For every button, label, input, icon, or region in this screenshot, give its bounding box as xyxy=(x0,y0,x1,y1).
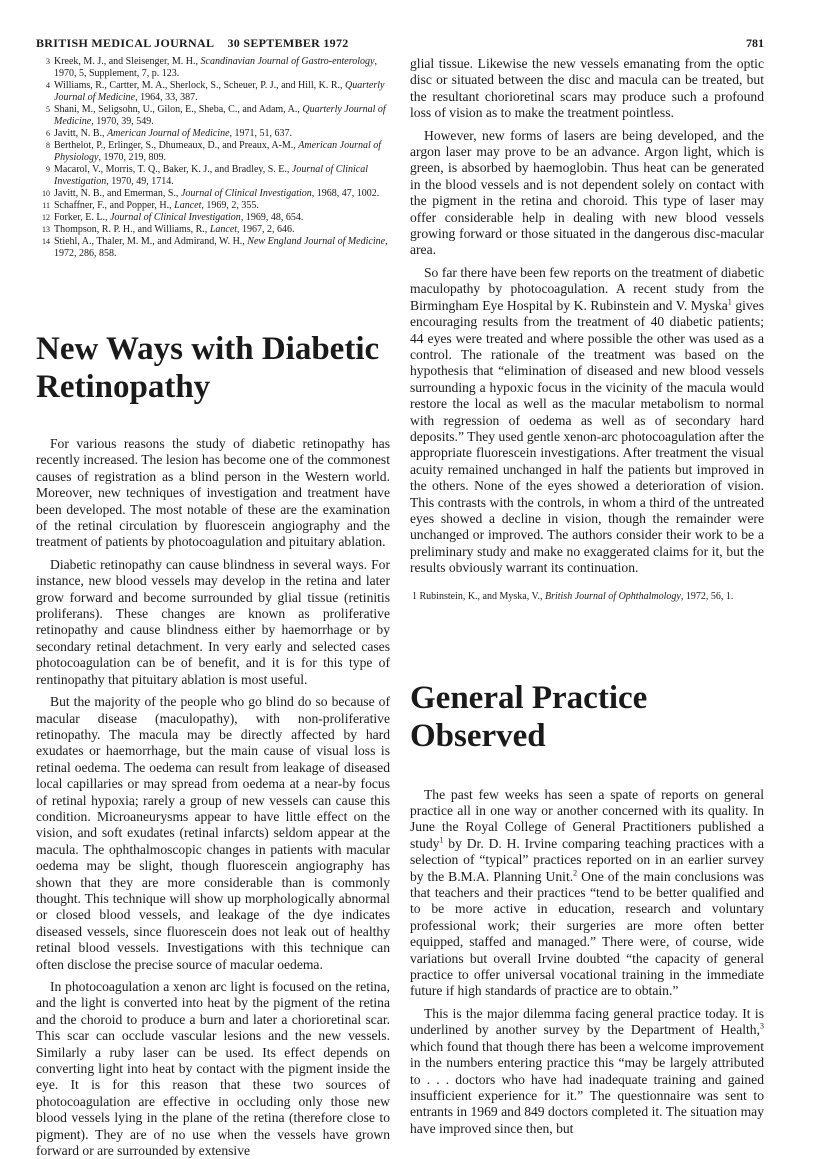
reference-item: 8 Berthelot, P., Erlinger, S., Dhumeaux, D., and Preaux, A-M., American Journal of Physiology, 1970, 219, 809. xyxy=(46,140,382,163)
reference-item: 3 Kreek, M. J., and Sleisenger, M. H., Scandinavian Journal of Gastro-enterology, 1970, 5, Supplement, 7, p. 123. xyxy=(46,56,377,79)
reference-item: 10 Javitt, N. B., and Emerman, S., Journal of Clinical Investigation, 1968, 47, 1002. xyxy=(42,188,380,199)
reference-item: 12 Forker, E. L., Journal of Clinical Investigation, 1969, 48, 654. xyxy=(42,212,304,223)
citation-superscript: 1 xyxy=(439,835,444,845)
article-body-general-practice xyxy=(410,787,764,1138)
page-number: 781 xyxy=(746,36,764,50)
footnote: 1 Rubinstein, K., and Myska, V., British Journal of Ophthalmology, 1972, 56, 1. xyxy=(412,590,734,602)
right-column xyxy=(410,56,764,1137)
reference-item: 14 Stiehl, A., Thaler, M. M., and Admirand, W. H., New England Journal of Medicine, 1972, 286, 858. xyxy=(42,236,388,259)
paragraph: This is the major dilemma facing general practice today. It is underlined by another survey by the Department of Health,$^3$ which found that though there has been a welcome improvement in the numbers entering practice this “may be largely attributed to . . . doctors who have had inadequate training and gained insufficient experience for it.” The questionnaire was sent to entrants in 1969 and 849 doctors completed it. The situation may have improved since then, but xyxy=(410,1005,764,1136)
reference-item: 9 Macarol, V., Morris, T. Q., Baker, K. J., and Bradley, S. E., Journal of Clinical Investigation, 1970, 49, 1714. xyxy=(46,164,369,187)
reference-item: 5 Shani, M., Seligsohn, U., Gilon, E., Sheba, C., and Adam, A., Quarterly Journal of Medicine, 1970, 39, 549. xyxy=(46,104,386,127)
reference-item: 4 Williams, R., Cartter, M. A., Sherlock, S., Scheuer, P. J., and Hill, K. R., Quarterly Journal of Medicine, 1964, 33, 387. xyxy=(46,80,385,103)
reference-item: 13 Thompson, R. P. H., and Williams, R., Lancet, 1967, 2, 646. xyxy=(42,224,295,235)
paragraph: The past few weeks has seen a spate of reports on general practice all in one way or another concerned with its quality. In June the Royal College of General Practitioners published a study$^1$ by Dr. D. H. Irvine comparing teaching practices with a selection of “typical” practices reported on in an earlier survey by the B.M.A. Planning Unit.$^2$ One of the main conclusions was that teachers and their practices “tend to be better qualified and to be more active in education, research and voluntary professional work; their surgeries are more often better equipped, staffed and managed.” There were, of course, wide variations but overall Irvine doubted “the capacity of general practice to offer universal vocational training in the immediate future if high standards of practice are to obtain.” xyxy=(410,786,764,999)
running-header xyxy=(36,36,764,54)
article-title-retinopathy: New Ways with Diabetic Retinopathy xyxy=(36,331,380,405)
article-body-retinopathy xyxy=(36,436,390,1159)
citation-superscript: 1 xyxy=(727,297,732,307)
citation-superscript: 3 xyxy=(760,1021,764,1031)
citation-superscript: 2 xyxy=(573,868,578,878)
paragraph: Diabetic retinopathy can cause blindness in several ways. For instance, new blood vessels may develop in the retina and later grow forward and become surrounded by glial tissue (retinitis proliferans). These changes are known as proliferative retinopathy and cause blindness either by haemorrhage or by secondary retinal detachment. In very early and selected cases photocoagulation can be of benefit, and it is for this type of rentinopathy that pituitary ablation is most useful. xyxy=(36,556,390,687)
journal-name: BRITISH MEDICAL JOURNAL 30 SEPTEMBER 1972 xyxy=(36,36,349,50)
reference-list xyxy=(36,56,390,260)
issue-date: 30 SEPTEMBER 1972 xyxy=(227,36,349,50)
paragraph: glial tissue. Likewise the new vessels emanating from the optic disc or situated between the disc and macula can be treated, but the resultant chorioretinal scars may produce such a profound loss of vision as to make the treatment pointless. xyxy=(410,56,764,121)
reference-item: 11 Schaffner, F., and Popper, H., Lancet, 1969, 2, 355. xyxy=(42,200,259,211)
article-title-general-practice: General Practice Observed xyxy=(410,679,648,754)
paragraph: However, new forms of lasers are being developed, and the argon laser may prove to be an advance. Argon light, which is green, is absorbed by haemoglobin. Thus heat can be generated in the blood vessels and is not dependent solely on contact with the pigment in the retina and choroid. This type of laser may offer considerable help in dealing with new blood vessels growing forward or those situated in the dangerous disc-macular area. xyxy=(410,127,764,258)
paragraph: But the majority of the people who go blind do so because of macular disease (maculopathy), with non-proliferative retinopathy. The macula may be directly affected by hard exudates or haemorrhage, but the main cause of visual loss is retinal oedema. The oedema can result from leakage of diseased local capillaries or may spread from oedema at a near-by focus of retinal hypoxia; rarely a group of new vessels can cause this condition. Microaneurysms appear to have little effect on the vision, and soft exudates (retinal infarcts) seldom appear at the macula. The ophthalmoscopic changes in patients with macular oedema may be slight, though fluorescein angiography has shown that they are more considerable than is commonly thought. This technique will show up morphologically abnormal or closed blood vessels, and leakage of the dye indicates diseased vessels, since fluorescein does not leak out of healthy retinal blood vessels. Investigations with this technique can often disclose the precise source of macular oedema. xyxy=(36,694,390,972)
article-continuation-retinopathy xyxy=(410,56,764,577)
left-column xyxy=(36,56,390,1159)
paragraph: So far there have been few reports on the treatment of diabetic maculopathy by photocoagulation. A recent study from the Birmingham Eye Hospital by K. Rubinstein and V. Myska$^1$ gives encouraging results from the treatment of 40 diabetic patients; 44 eyes were treated and where possible the other was used as a control. The rationale of the treatment was based on the hypothesis that “elimination of diseased and new blood vessels surrounding a hypoxic focus in the vicinity of the macula would restore the local as well as the macular metabolism to normal with regression of oedema as well as of secondary hard deposits.” They used gentle xenon-arc photocoagulation after the appropriate fluorescein investigations. After treatment the visual acuity remained unchanged in half the patients but improved in the others. None of the eyes showed a deterioration of vision. This contrasts with the controls, in whom a third of the untreated eyes showed a decline in vision, though the remainder were unchanged or improved. The authors consider their work to be a preliminary study and make no exaggerated claims for it, but the results obviously warrant its continuation. xyxy=(410,264,765,576)
reference-item: 6 Javitt, N. B., American Journal of Medicine, 1971, 51, 637. xyxy=(46,128,293,139)
paragraph: In photocoagulation a xenon arc light is focused on the retina, and the light is converted into heat by the pigment of the retina and the choroid to produce a burn and later a chorioretinal scar. This scar can occlude vascular lesions and the new vessels. Similarly a ruby laser can be used. Its effect depends on converting light into heat by contact with the pigment inside the eye. It is for this reason that these two sources of photocoagulation are effective in occluding only those new blood vessels lying in the plane of the retina (therefore close to pigment). They are of no use when the vessels have grown forward or are surrounded by extensive xyxy=(36,979,390,1159)
paragraph: For various reasons the study of diabetic retinopathy has recently increased. The lesion has become one of the commonest causes of registration as a blind person in the Western world. Moreover, new techniques of investigation and treatment have been developed. The most notable of these are the examination of the retinal circulation by fluorescein angiography and the treatment of patients by photocoagulation and pituitary ablation. xyxy=(36,436,390,550)
